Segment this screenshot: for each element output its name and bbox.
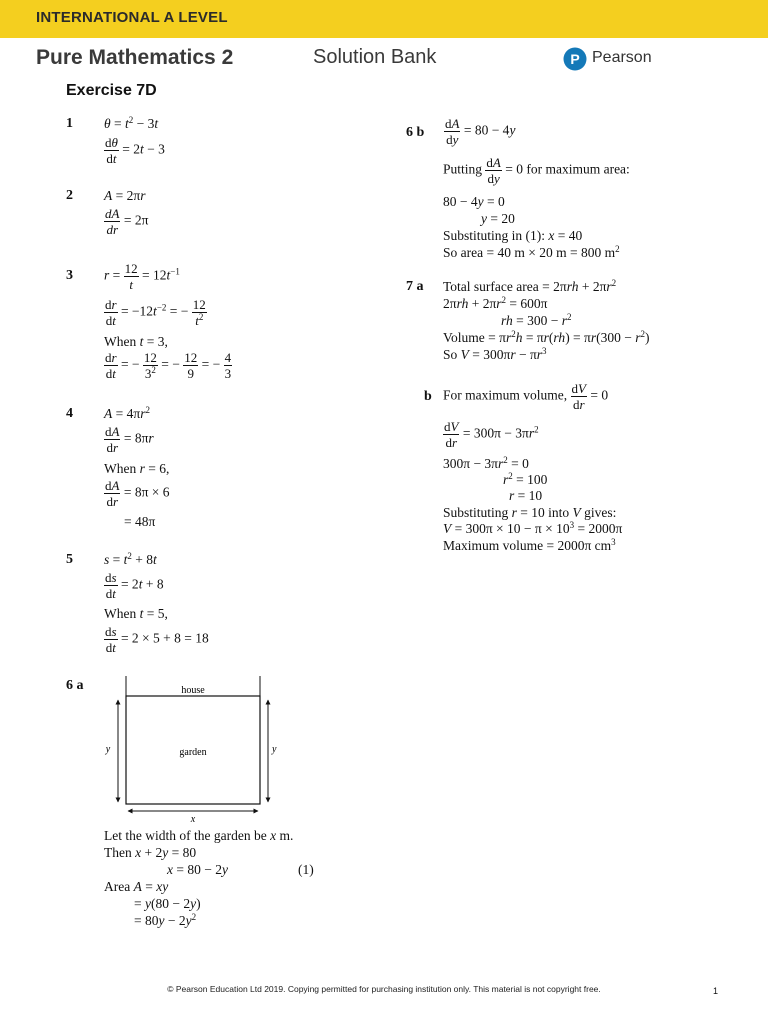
math-line: r = 10 <box>509 488 543 503</box>
math-line: $\frac{ds}{dt}$ = 2t + 8 <box>105 570 164 601</box>
question-number: 1 <box>66 116 73 131</box>
math-line: 80 − 4y = 0 <box>443 194 505 209</box>
question-number: 4 <box>66 406 73 421</box>
math-line: For maximum volume, $\frac{dV}{dr}$ = 0 <box>443 381 609 412</box>
math-line: $\frac{dA}{dr}$ = 8πr <box>105 424 154 455</box>
question-number: 2 <box>66 188 73 203</box>
math-line: $\theta = t^2 - 3t$ <box>104 115 159 131</box>
math-line: $\frac{dr}{dt}$ = − $\frac{12}{3^2}$ = − $\frac{12}{9}$ = − $\frac{4}{3}$ <box>105 350 232 381</box>
math-line: Volume = $\pi r^2h = \pi r(rh) = \pi r(300 - r^2)$ <box>443 329 650 345</box>
math-line: $r^2 = 100$ <box>503 471 548 487</box>
math-line: rh = $300 - r^2$ <box>501 312 572 328</box>
math-line: = y(80 − 2y) <box>134 896 201 911</box>
math-line: So area = 40 m × 20 m = 800 $m^2$ <box>443 244 620 260</box>
math-line: Maximum volume = 2000π $cm^3$ <box>443 537 616 553</box>
math-line: $s = t^2 + 8t$ <box>104 551 157 567</box>
math-line: Putting $\frac{dA}{dy}$ = 0 for maximum area: <box>443 155 630 186</box>
math-line: When t = 5, <box>104 606 168 621</box>
math-line: When r = 6, <box>104 461 170 476</box>
page-title: Pure Mathematics 2 <box>36 46 234 69</box>
math-line: Area A = xy <box>104 879 169 894</box>
math-line: $300\pi - 3\pi r^2 = 0$ <box>443 455 529 471</box>
logo-text: Pearson <box>592 49 652 66</box>
math-line: r = $\frac{12}{t}$ = $12t^{-1}$ <box>104 261 180 292</box>
math-line: So $V = 300\pi r - \pi r^3$ <box>443 346 547 362</box>
question-number: 6 b <box>406 125 425 140</box>
math-line: $\frac{ds}{dt}$ = 2 × 5 + 8 = 18 <box>105 624 209 655</box>
question-number: 7 a <box>406 279 424 294</box>
house-label: house <box>181 685 205 696</box>
math-line: When t = 3, <box>104 334 168 349</box>
svg-text:P: P <box>570 51 580 67</box>
math-line: = 48π <box>124 514 156 529</box>
math-line: $V = 300\pi \times 10 - \pi \times 10^3 = 2000\pi$ <box>443 520 623 536</box>
math-line: $A = 4\pi r^2$ <box>104 405 150 421</box>
math-line: $\frac{d\theta}{dt}$ = 2t − 3 <box>105 135 165 166</box>
question-number: 5 <box>66 552 73 567</box>
math-line: A = 2πr <box>104 188 146 203</box>
math-line: $\frac{dA}{dr}$ = 8π × 6 <box>105 478 170 509</box>
math-line: $\frac{dA}{dr}$ = 2π <box>105 206 149 237</box>
x-label: x <box>190 814 196 824</box>
question-number: 3 <box>66 268 73 283</box>
header-band-text: INTERNATIONAL A LEVEL <box>36 9 228 26</box>
math-line: Total surface area = $2\pi rh + 2\pi r^2$ <box>443 278 617 294</box>
copyright-footer: © Pearson Education Ltd 2019. Copying permitted for purchasing institution only. This material is not copyright free. <box>167 984 601 994</box>
page-number: 1 <box>713 986 719 996</box>
math-line: $\frac{dA}{dy}$ = 80 − 4y <box>445 116 516 147</box>
math-line: Substituting in (1): x = 40 <box>443 228 583 243</box>
math-line: Substituting r = 10 into V gives: <box>443 505 617 520</box>
equation-tag: (1) <box>298 862 314 877</box>
math-line: $2\pi rh + 2\pi r^2 = 600\pi$ <box>443 295 548 311</box>
garden-diagram <box>100 676 280 824</box>
garden-label: garden <box>179 747 207 758</box>
math-line: Then x + 2y = 80 <box>104 845 197 860</box>
question-number: b <box>424 389 432 404</box>
math-line: = $80y - 2y^2$ <box>134 912 197 928</box>
question-number: 6 a <box>66 678 84 693</box>
y-right-label: y <box>272 744 277 755</box>
math-line: y = 20 <box>481 211 515 226</box>
math-line: $\frac{dV}{dr}$ = $300\pi - 3\pi r^2$ <box>444 419 539 450</box>
math-line: x = 80 − 2y <box>167 862 228 877</box>
exercise-heading: Exercise 7D <box>66 82 157 99</box>
page-subtitle: Solution Bank <box>313 46 437 68</box>
y-left-label: y <box>105 744 111 755</box>
math-line: $\frac{dr}{dt}$ = $-12t^{-2}$ = − $\frac{12}{t^2}$ <box>105 297 206 328</box>
math-line: Let the width of the garden be x m. <box>104 828 294 843</box>
